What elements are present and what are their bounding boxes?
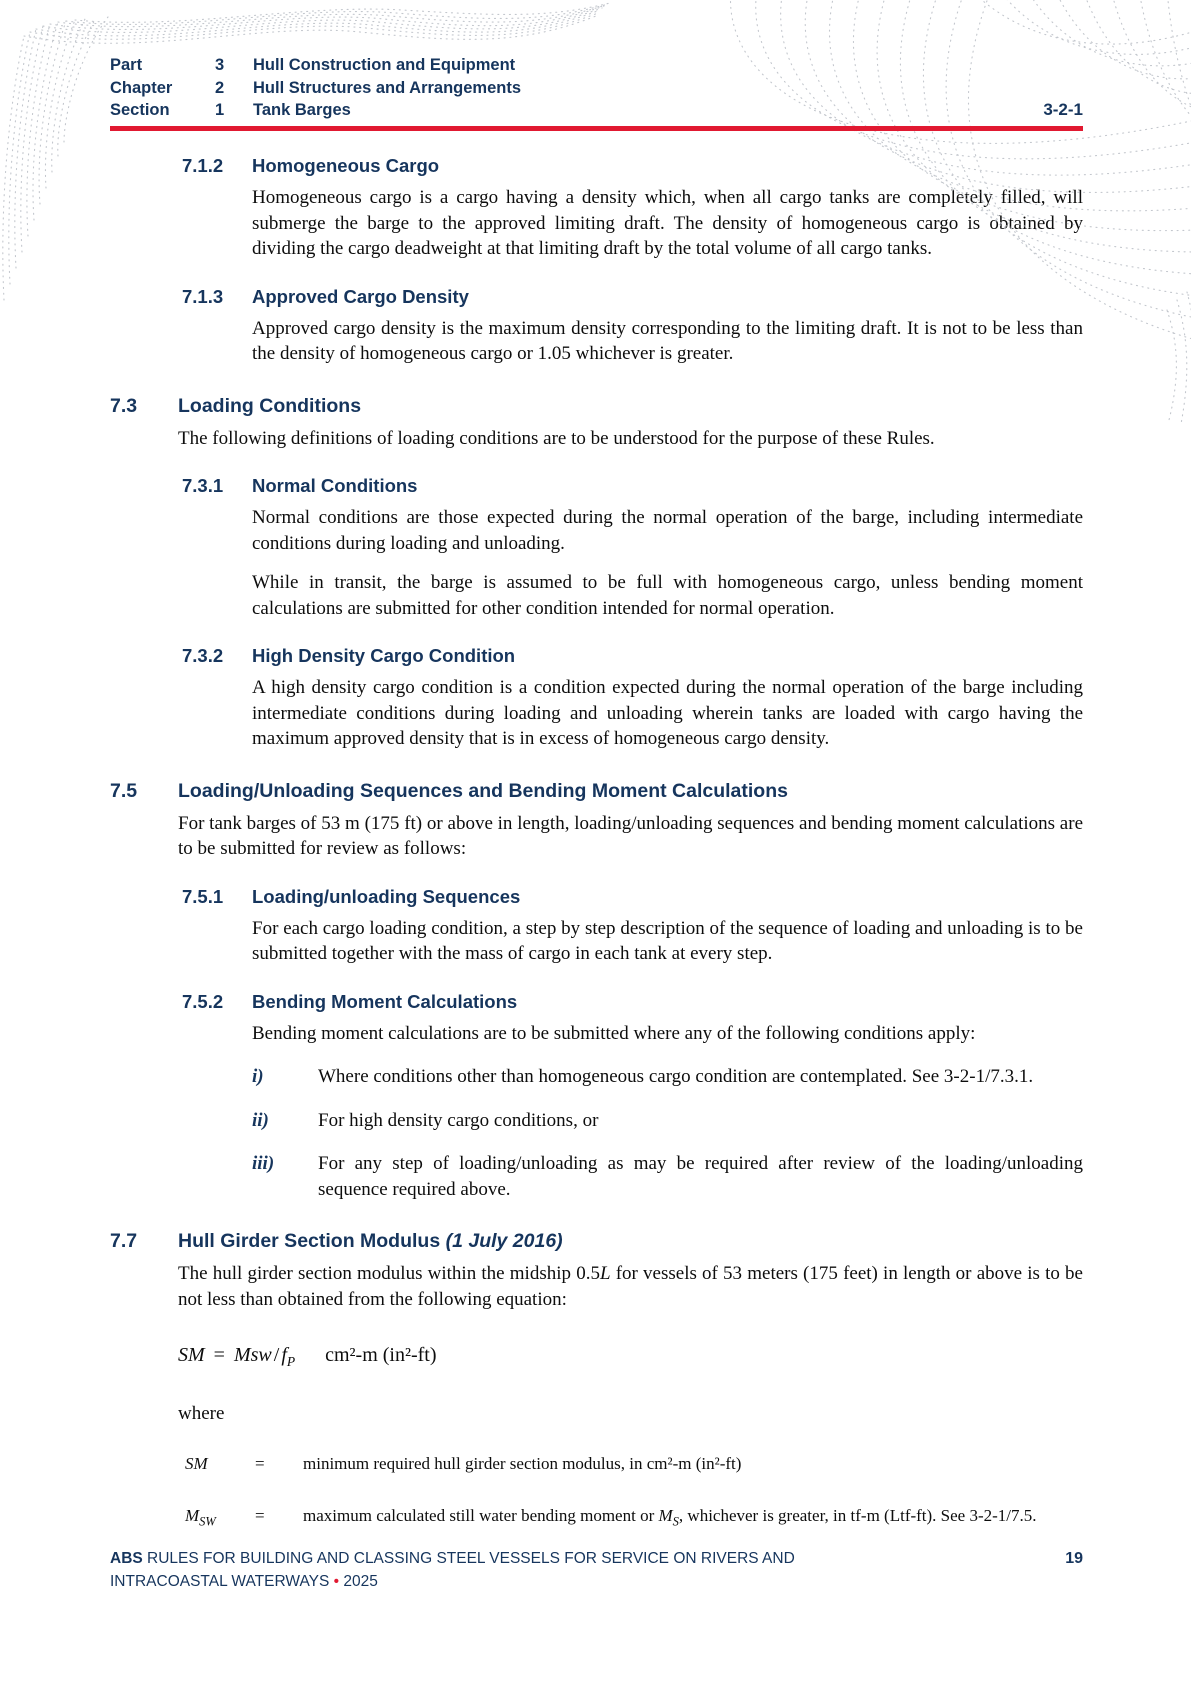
subsection-title: Homogeneous Cargo bbox=[252, 155, 440, 176]
subsection-number: 7.3.2 bbox=[182, 645, 224, 666]
equals-sign: = bbox=[255, 1453, 265, 1473]
definition-row-sm bbox=[185, 1449, 1083, 1479]
subsection-title: High Density Cargo Condition bbox=[252, 645, 516, 666]
where-label: where bbox=[178, 1403, 225, 1424]
header-row-part bbox=[110, 54, 1083, 77]
section-7-5-1 bbox=[110, 885, 1083, 967]
subsection-title: Approved Cargo Density bbox=[252, 285, 469, 307]
section-modulus-formula bbox=[178, 1342, 1083, 1375]
definition-row-msw bbox=[185, 1501, 1083, 1536]
section-7-3-2 bbox=[110, 644, 1083, 752]
list-item-ii bbox=[252, 1108, 1083, 1134]
header-number: 3 bbox=[215, 56, 225, 74]
math-number: 0.5 bbox=[576, 1263, 600, 1284]
header-title: Hull Construction and Equipment bbox=[253, 56, 516, 74]
math-variable: L bbox=[599, 1263, 611, 1284]
section-number: 7.3 bbox=[110, 394, 138, 417]
subsection-number: 7.3.1 bbox=[182, 475, 224, 496]
section-7-5-2 bbox=[110, 990, 1083, 1203]
formula-lhs: SM bbox=[178, 1344, 205, 1366]
equals-sign: = bbox=[255, 1505, 265, 1525]
section-7-1-2 bbox=[110, 154, 1083, 262]
list-item-iii bbox=[252, 1151, 1083, 1202]
paragraph: A high density cargo condition is a condition expected during the normal operation of the barge including intermediate conditions during loading and unloading wherein tanks are loaded with cargo having the maximum approved density that is in excess of homogeneous cargo density. bbox=[252, 677, 1083, 749]
math-variable: M bbox=[658, 1505, 673, 1525]
header-title: Tank Barges bbox=[253, 101, 351, 119]
list-item-text: For any step of loading/unloading as may be required after review of the loading/unloading sequence required above. bbox=[318, 1153, 1083, 1200]
formula-numerator: Msw bbox=[233, 1344, 272, 1366]
paragraph: For tank barges of 53 m (175 ft) or above in length, loading/unloading sequences and bending moment calculations are to be submitted for review as follows: bbox=[178, 812, 1083, 859]
subsection-title: Loading/unloading Sequences bbox=[252, 885, 521, 907]
header-number: 2 bbox=[215, 78, 225, 97]
paragraph: Approved cargo density is the maximum density corresponding to the limiting draft. It is not to be less than the density of homogeneous cargo or 1.05 whichever is greater. bbox=[252, 317, 1083, 364]
section-7-3 bbox=[110, 394, 1083, 452]
page-footer bbox=[110, 1547, 1083, 1593]
header-label: Part bbox=[110, 56, 143, 74]
header-number: 1 bbox=[215, 101, 225, 119]
abs-brand: ABS bbox=[110, 1550, 143, 1567]
header-title: Hull Structures and Arrangements bbox=[253, 78, 522, 97]
section-number: 7.7 bbox=[110, 1230, 138, 1252]
paragraph: The following definitions of loading conditions are to be understood for the purpose of these Rules. bbox=[178, 427, 935, 449]
formula-units: cm²-m (in²-ft) bbox=[325, 1344, 437, 1366]
document-body bbox=[110, 154, 1083, 1536]
formula-subscript: P bbox=[286, 1354, 296, 1369]
subsection-number: 7.1.3 bbox=[182, 285, 224, 307]
header-row-chapter bbox=[110, 77, 1083, 100]
paragraph: While in transit, the barge is assumed to be full with homogeneous cargo, unless bending moment calculations are submitted for other condition intended for normal operation. bbox=[252, 572, 1083, 619]
header-row-section bbox=[110, 99, 1083, 122]
page-header bbox=[110, 54, 1083, 131]
list-item-text: Where conditions other than homogeneous cargo condition are contemplated. See 3-2-1/7.3.1. bbox=[318, 1066, 1034, 1087]
list-marker: i) bbox=[252, 1066, 264, 1087]
definition-symbol: SM bbox=[185, 1453, 208, 1473]
definition-text: maximum calculated still water bending moment or $M_S$, whichever is greater, in tf-m (Ltf-ft). See 3-2-1/7.5. bbox=[303, 1505, 1037, 1528]
section-7-1-3 bbox=[110, 285, 1083, 367]
section-title-date: (1 July 2016) bbox=[445, 1230, 563, 1252]
divide-slash: / bbox=[273, 1344, 280, 1366]
list-marker: ii) bbox=[252, 1109, 269, 1131]
list-item-i bbox=[252, 1064, 1083, 1090]
paragraph: Homogeneous cargo is a cargo having a density which, when all cargo tanks are completely filled, will submerge the barge to the approved limiting draft. The density of homogeneous cargo is obtained by dividing the cargo deadweight at that limiting draft by the total volume of all cargo tanks. bbox=[252, 187, 1083, 259]
header-label: Section bbox=[110, 101, 170, 119]
section-reference-code: 3-2-1 bbox=[1043, 100, 1083, 119]
paragraph: Normal conditions are those expected during the normal operation of the barge, including intermediate conditions during loading and unloading. bbox=[252, 507, 1083, 554]
section-title: Loading Conditions bbox=[178, 394, 362, 417]
list-item-text: For high density cargo conditions, or bbox=[318, 1109, 599, 1131]
definition-text: minimum required hull girder section modulus, in cm²-m (in²-ft) bbox=[303, 1453, 742, 1473]
section-title: Loading/Unloading Sequences and Bending Moment Calculations bbox=[178, 779, 788, 802]
formula-denominator: f bbox=[281, 1344, 287, 1366]
subsection-title: Bending Moment Calculations bbox=[252, 990, 518, 1012]
subsection-number: 7.1.2 bbox=[182, 155, 224, 176]
footer-line-2: INTRACOASTAL WATERWAYS • 2025 bbox=[110, 1573, 378, 1590]
subsection-title: Normal Conditions bbox=[252, 475, 418, 496]
section-number: 7.5 bbox=[110, 779, 138, 802]
section-7-7 bbox=[110, 1229, 1083, 1536]
section-title: Hull Girder Section Modulus (1 July 2016) bbox=[178, 1230, 563, 1252]
section-7-5 bbox=[110, 779, 1083, 862]
equals-sign: = bbox=[213, 1344, 225, 1366]
section-7-3-1 bbox=[110, 474, 1083, 621]
subsection-number: 7.5.1 bbox=[182, 885, 224, 907]
page-number: 19 bbox=[1065, 1550, 1083, 1567]
paragraph: Bending moment calculations are to be submitted where any of the following conditions apply: bbox=[252, 1022, 976, 1044]
paragraph: For each cargo loading condition, a step by step description of the sequence of loading and unloading is to be submitted together with the mass of cargo in each tank at every step. bbox=[252, 917, 1083, 964]
list-marker: iii) bbox=[252, 1153, 275, 1174]
subsection-number: 7.5.2 bbox=[182, 990, 224, 1012]
definition-symbol: $M_{SW}$ bbox=[185, 1505, 216, 1528]
footer-line-1: ABS RULES FOR BUILDING AND CLASSING STEEL VESSELS FOR SERVICE ON RIVERS AND bbox=[110, 1550, 795, 1567]
header-label: Chapter bbox=[110, 78, 173, 97]
header-red-rule bbox=[110, 126, 1083, 132]
paragraph: The hull girder section modulus within the midship 0.5L for vessels of 53 meters (175 feet) in length or above is to be not less than obtained from the following equation: bbox=[178, 1263, 1083, 1310]
footer-separator-dot: • bbox=[333, 1573, 340, 1590]
